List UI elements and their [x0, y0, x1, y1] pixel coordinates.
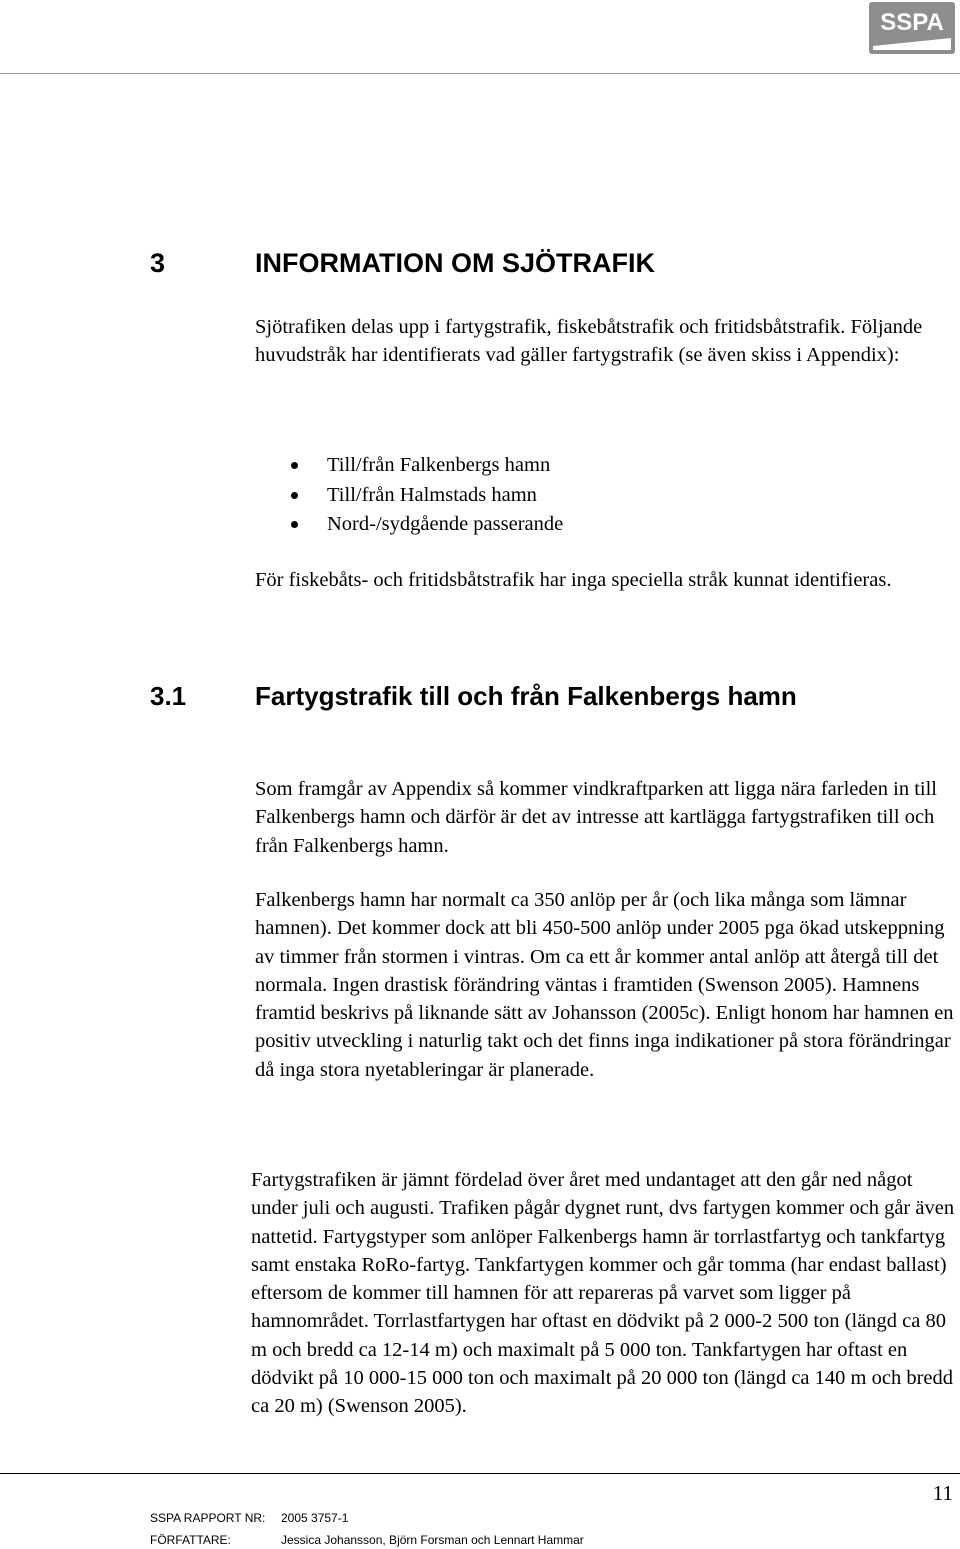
bullet-icon — [291, 492, 298, 499]
footer-divider — [0, 1473, 960, 1474]
report-number-value: 2005 3757-1 — [281, 1511, 349, 1525]
fishing-traffic-paragraph: För fiskebåts- och fritidsbåtstrafik har inga speciella stråk kunnat identifieras. — [255, 569, 892, 591]
appendix-paragraph: Som framgår av Appendix så kommer vindkraftparken att ligga nära farleden in till Falkenbergs hamn och därför är det av intresse att kartlägga fartygstrafiken till och från Falkenbergs hamn. — [255, 778, 937, 857]
bullet-icon — [291, 462, 298, 469]
subsection-title: Fartygstrafik till och från Falkenbergs hamn — [255, 681, 797, 711]
report-number-label: SSPA RAPPORT NR: — [150, 1511, 266, 1525]
logo-text: SSPA — [880, 9, 944, 36]
section-title: INFORMATION OM SJÖTRAFIK — [255, 248, 655, 278]
sspa-logo-icon — [869, 2, 955, 54]
list-item: Till/från Halmstads hamn — [255, 481, 855, 511]
list-item: Nord-/sydgående passerande — [255, 510, 855, 540]
author-value: Jessica Johansson, Björn Forsman och Lennart Hammar — [281, 1533, 584, 1547]
traffic-route-list — [255, 451, 855, 540]
bullet-icon — [291, 521, 298, 528]
vessel-types-paragraph: Fartygstrafiken är jämnt fördelad över året med undantaget att den går ned något under juli och augusti. Trafiken pågår dygnet runt, dvs fartygen kommer och går även nattetid. Fartygstyper som anlöper Falkenbergs hamn är torrlastfartyg och tankfartyg samt enstaka RoRo-fartyg. Tankfartygen kommer och går tomma (har endast ballast) eftersom de kommer till hamnen för att repareras på varvet som ligger på hamnområdet. Torrlastfartygen har oftast en dödvikt på 2 000-2 500 ton (längd ca 80 m och bredd ca 12-14 m) och maximalt på 5 000 ton. Tankfartygen har oftast en dödvikt på 10 000-15 000 ton och maximalt på 20 000 ton (längd ca 140 m och bredd ca 20 m) (Swenson 2005). — [251, 1169, 955, 1418]
author-label: FÖRFATTARE: — [150, 1533, 231, 1547]
section-number: 3 — [150, 248, 166, 278]
list-item: Till/från Falkenbergs hamn — [255, 451, 855, 481]
subsection-number: 3.1 — [150, 681, 187, 711]
page-number: 11 — [932, 1481, 953, 1505]
section-intro: Sjötrafiken delas upp i fartygstrafik, fiskebåtstrafik och fritidsbåtstrafik. Följande huvudstråk har identifierats vad gäller fartygstrafik (se även skiss i Appendix): — [255, 316, 923, 367]
port-calls-paragraph: Falkenbergs hamn har normalt ca 350 anlöp per år (och lika många som lämnar hamnen). Det kommer dock att bli 450-500 anlöp under 2005 pga ökad utskeppning av timmer från stormen i vintras. Om ca ett år kommer antal anlöp att återgå till det normala. Ingen drastisk förändring väntas i framtiden (Swenson 2005). Hamnens framtid beskrivs på liknande sätt av Johansson (2005c). Enligt honom har hamnen en positiv utveckling i naturlig takt och det finns inga indikationer på stora förändringar då inga stora nyetableringar är planerade. — [255, 889, 954, 1081]
header-divider — [0, 73, 960, 74]
